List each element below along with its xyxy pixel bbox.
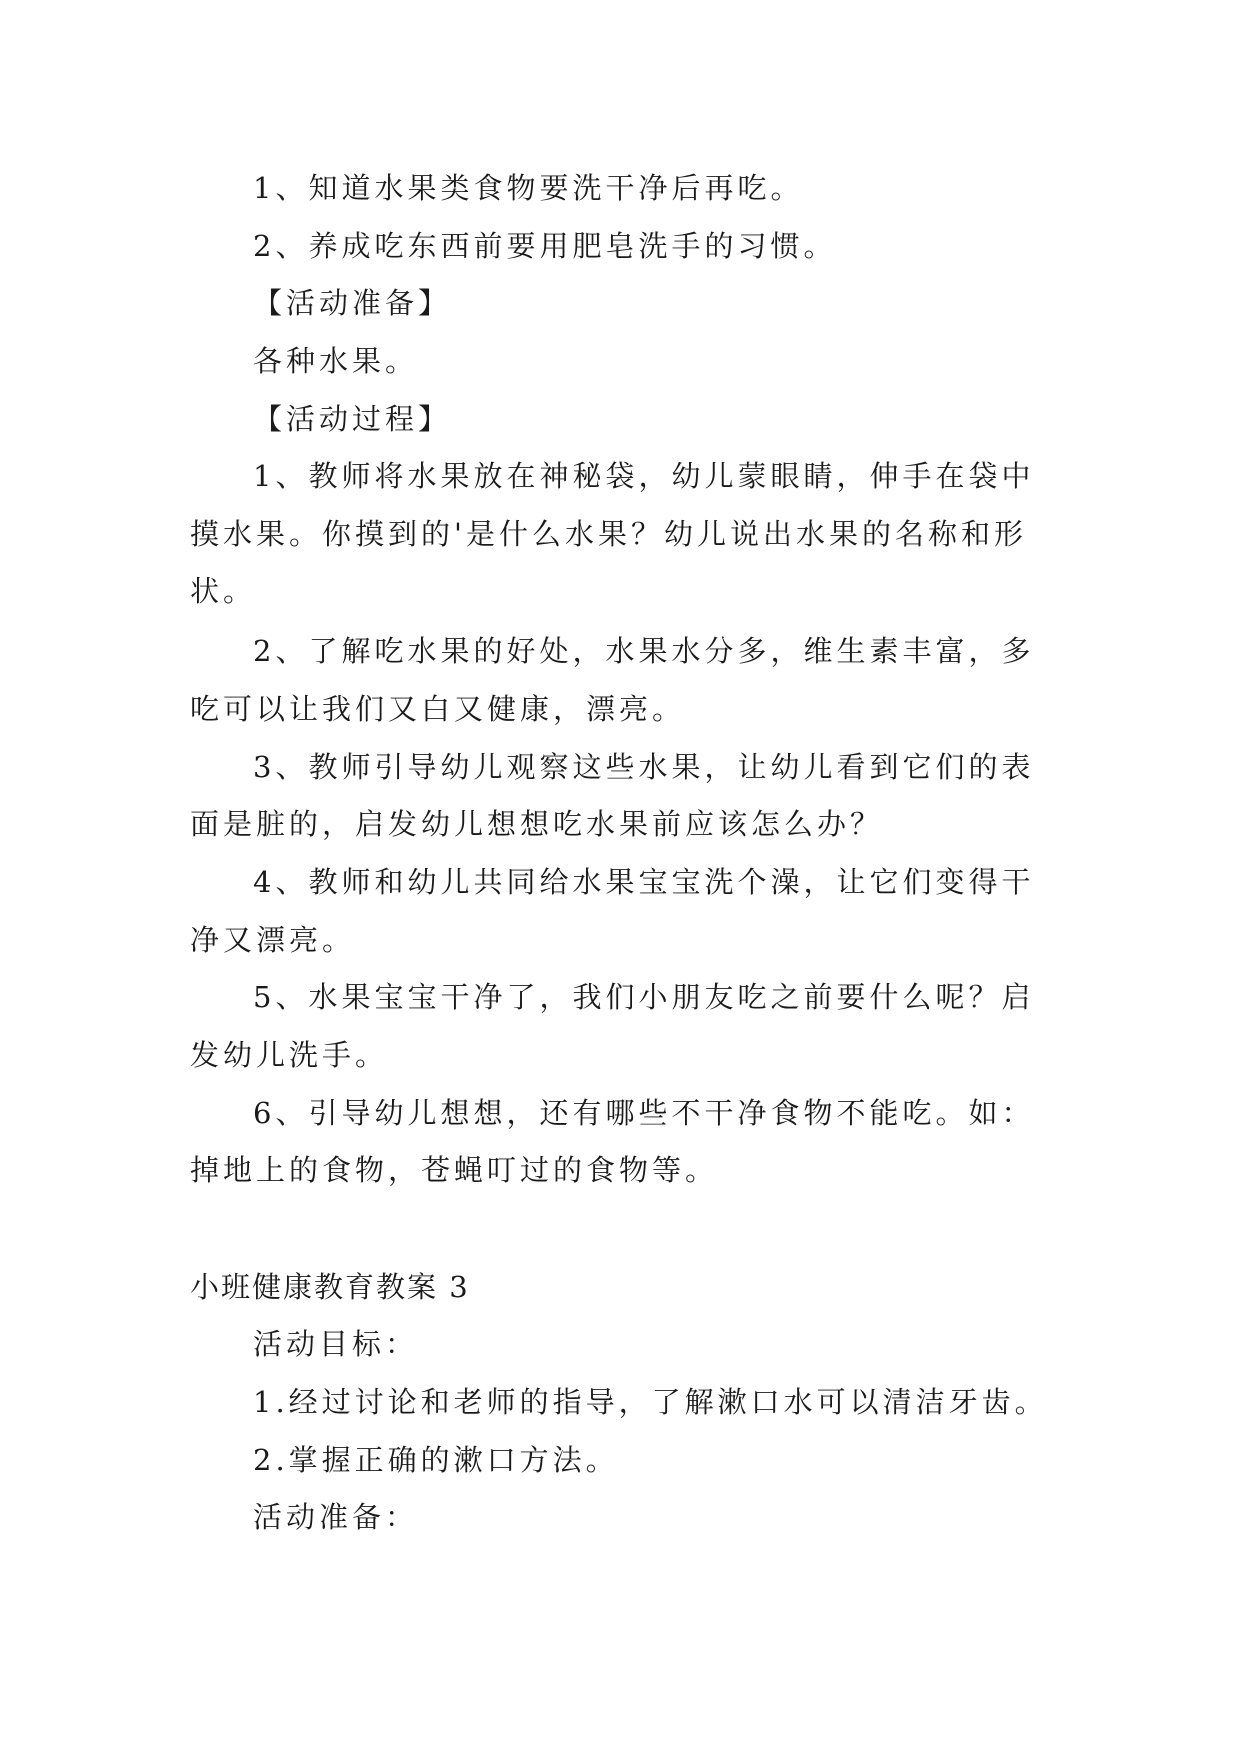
goal-item-2: 2、养成吃东西前要用肥皂洗手的习惯。 (253, 229, 837, 263)
process-step-1-line-2: 摸水果。你摸到的'是什么水果？幼儿说出水果的名称和形 (190, 517, 1027, 551)
preparation-text: 各种水果。 (253, 344, 419, 378)
process-step-2-line-1: 2、了解吃水果的好处，水果水分多，维生素丰富，多 (253, 634, 1035, 668)
process-step-3-line-1: 3、教师引导幼儿观察这些水果，让幼儿看到它们的表 (253, 750, 1035, 784)
goal-3-item-2: 2.掌握正确的漱口方法。 (253, 1443, 619, 1477)
process-step-4-line-2: 净又漂亮。 (190, 923, 356, 957)
section-heading-goals: 活动目标： (253, 1327, 419, 1361)
section-heading-process: 【活动过程】 (253, 402, 452, 436)
process-step-2-line-2: 吃可以让我们又白又健康，漂亮。 (190, 692, 686, 726)
process-step-1-line-1: 1、教师将水果放在神秘袋，幼儿蒙眼睛，伸手在袋中 (253, 459, 1035, 493)
goal-item-1: 1、知道水果类食物要洗干净后再吃。 (253, 171, 804, 205)
process-step-6-line-1: 6、引导幼儿想想，还有哪些不干净食物不能吃。如： (253, 1096, 1035, 1130)
process-step-4-line-1: 4、教师和幼儿共同给水果宝宝洗个澡，让它们变得干 (253, 865, 1035, 899)
process-step-6-line-2: 掉地上的食物，苍蝇叮过的食物等。 (190, 1153, 719, 1187)
goal-3-item-1: 1.经过讨论和老师的指导，了解漱口水可以清洁牙齿。 (253, 1385, 1048, 1419)
process-step-3-line-2: 面是脏的，启发幼儿想想吃水果前应该怎么办？ (190, 807, 884, 841)
process-step-1-line-3: 状。 (190, 574, 257, 608)
lesson-plan-title: 小班健康教育教案 3 (190, 1270, 470, 1304)
section-heading-preparation: 【活动准备】 (253, 286, 452, 320)
process-step-5-line-1: 5、水果宝宝干净了，我们小朋友吃之前要什么呢？启 (253, 980, 1035, 1014)
section-heading-preparation-3: 活动准备： (253, 1500, 419, 1534)
process-step-5-line-2: 发幼儿洗手。 (190, 1038, 389, 1072)
